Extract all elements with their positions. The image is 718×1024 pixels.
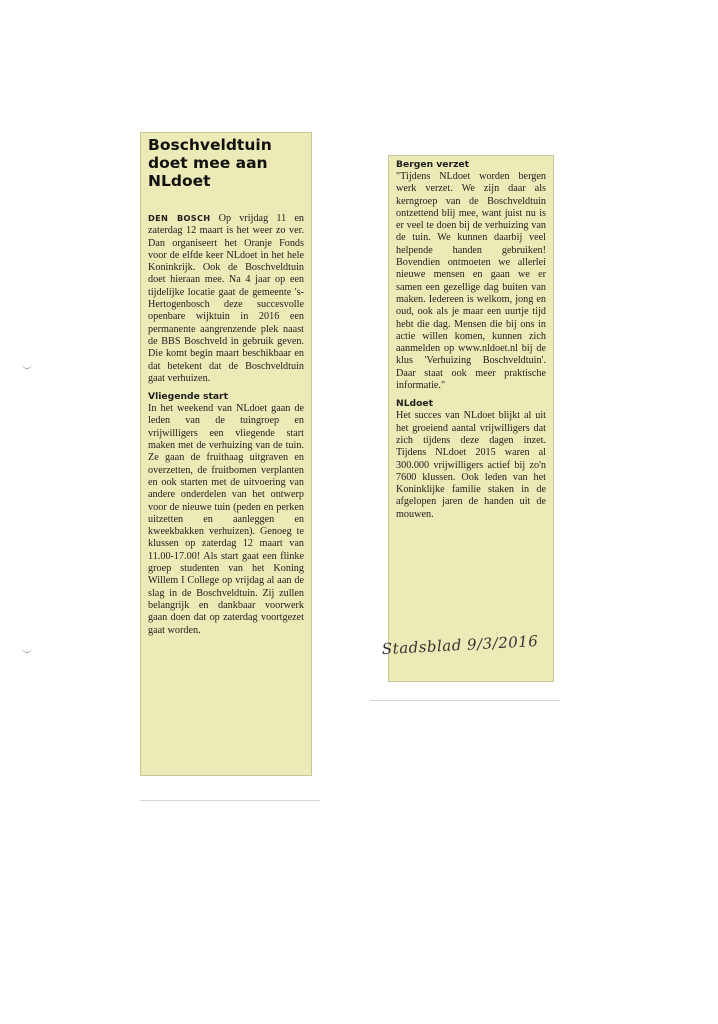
scan-hole-mark	[22, 362, 32, 369]
scan-streak	[140, 800, 320, 801]
body-paragraph: Het succes van NLdoet blijkt al uit het groeiend aantal vrijwilligers dat zich tijdens deze dagen inzet. Tijdens NLdoet 2015 waren al 300.000 vrijwilligers actief bij zo'n 7600 klussen. Ook leden van het Koninklijke familie staken in de afgelopen jaren de handen uit de mouwen.	[396, 410, 546, 520]
section-heading: NLdoet	[396, 398, 434, 410]
scan-hole-mark	[22, 646, 32, 653]
scan-streak	[370, 700, 560, 701]
body-paragraph: In het weekend van NLdoet gaan de leden van de tuingroep en vrijwilligers een vliegende start maken met de verhuizing van de tuin. Ze gaan de fruithaag uitgraven en overzetten, de fruitbomen verplanten en ook starten met de uitvoering van andere onderdelen van het ontwerp voor de nieuwe tuin (peden en perken uitzetten en aanleggen en kweekbakken verhuizen). Genoeg te klussen op zaterdag 12 maart van 11.00-17.00! Als start gaat een flinke groep studenten van het Koning Willem I College op vrijdag al aan de slag in de Boschveldtuin. Zij zullen belangrijk en dankbaar voorwerk gaan doen dat op zaterdag voortgezet gaat worden.	[148, 403, 304, 636]
article-body-right	[396, 159, 546, 521]
section-heading: Vliegende start	[148, 391, 228, 403]
dateline: DEN BOSCH	[148, 213, 211, 223]
intro-text: Op vrijdag 11 en zaterdag 12 maart is het weer zo ver. Dan organiseert het Oranje Fonds voor de elfde keer NLdoet in het hele Koninkrijk. Ook de Boschveldtuin doet hieraan mee. Na 4 jaar op een tijdelijke locatie gaat de gemeente 's-Hertogenbosch deze succesvolle openbare wijktuin in 2016 een permanente aangrenzende plek naast de BBS Boschveld in gebruik geven. Die komt begin maart beschikbaar en dat betekent dat de Boschveldtuin gaat verhuizen.	[148, 213, 305, 384]
section-heading: Bergen verzet	[396, 159, 470, 170]
intro-paragraph	[148, 212, 304, 385]
article-body-left	[148, 212, 304, 637]
quote-paragraph: "Tijdens NLdoet worden bergen werk verzet. We zijn daar als kerngroep van de Boschveldtuin ontzettend blij mee, want juist nu is er veel te doen bij de verhuizing van de tuin. We kunnen daarbij veel helpende handen gebruiken! Bovendien ontmoeten we allerlei nieuwe mensen en gaan we er samen een gezellige dag buiten van maken. Iedereen is welkom, jong en oud, ook als je maar een uurtje tijd hebt die dag. Mensen die bij ons in actie willen komen, kunnen zich aanmelden op www.nldoet.nl bij de klus 'Verhuizing Boschveldtuin'. Daar staat ook meer praktische informatie."	[396, 171, 546, 392]
headline-line: Boschveldtuin	[148, 136, 272, 154]
headline-line: doet mee aan	[148, 154, 268, 172]
article-clipping-right	[388, 155, 554, 682]
article-clipping-left	[140, 132, 312, 776]
article-headline	[148, 136, 312, 190]
headline-line: NLdoet	[148, 172, 211, 190]
handwritten-annotation: Stadsblad 9/3/2016	[381, 632, 539, 659]
